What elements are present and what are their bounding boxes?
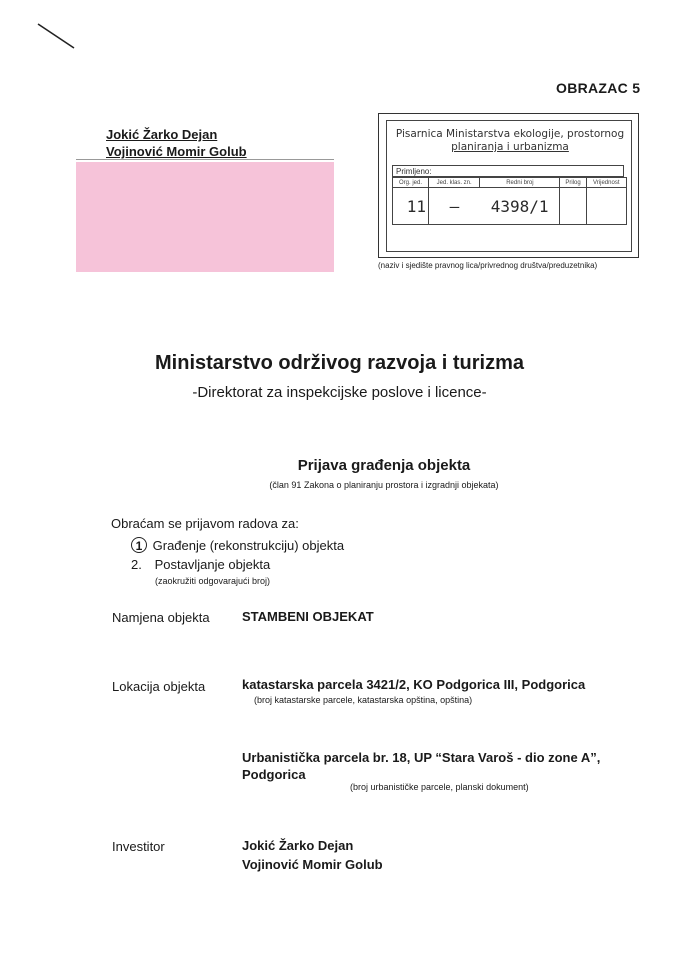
options-hint: (zaokružiti odgovarajući broj): [155, 576, 271, 586]
urban-parcel-line: Urbanistička parcela br. 18, UP “Stara Varoš - dio zone A”,: [242, 750, 601, 765]
option-installation: [131, 557, 270, 572]
location-label: Lokacija objekta: [112, 679, 206, 694]
stamp-received-label: Primljeno:: [392, 165, 624, 177]
intro-text: Obraćam se prijavom radova za:: [111, 516, 299, 531]
urban-parcel-value: [242, 749, 642, 783]
location-value: katastarska parcela 3421/2, KO Podgorica III, Podgorica: [242, 677, 586, 692]
pen-stroke-mark: [36, 20, 96, 60]
applicant-name: Vojinović Momir Golub: [106, 144, 247, 159]
option-number: 2.: [131, 557, 142, 572]
stamp-attachment-cell: [560, 188, 586, 225]
option-construction: [131, 537, 344, 553]
directorate-title: -Direktorat za inspekcijske poslove i licence-: [192, 384, 487, 401]
ministry-title: Ministarstvo održivog razvoja i turizma: [155, 352, 524, 374]
stamp-table: [392, 177, 627, 225]
purpose-label: Namjena objekta: [112, 610, 210, 625]
stamp-title: [392, 128, 628, 154]
option-text: Postavljanje objekta: [154, 557, 271, 572]
form-subtitle: (član 91 Zakona o planiranju prostora i izgradnji objekata): [269, 480, 499, 490]
redaction-block: [76, 162, 334, 272]
stamp-title-line: planiranja i urbanizma: [451, 141, 569, 153]
stamp-title-line: Pisarnica Ministarstva ekologije, prostornog: [395, 128, 625, 140]
investor-name: Jokić Žarko Dejan: [242, 838, 354, 853]
stamp-column-header: Redni broj: [480, 178, 560, 188]
urban-parcel-line: Podgorica: [242, 767, 306, 782]
form-code: OBRAZAC 5: [556, 80, 641, 96]
stamp-column-header: Jed. klas. zn.: [428, 178, 479, 188]
stamp-serial-number: 4398/1: [480, 188, 560, 225]
form-title: Prijava građenja objekta: [297, 457, 471, 474]
option-text: Građenje (rekonstrukciju) objekta: [152, 538, 345, 553]
stamp-org-unit: 11: [393, 188, 429, 225]
stamp-dash: –: [428, 188, 479, 225]
investor-name: Vojinović Momir Golub: [242, 857, 383, 872]
urban-parcel-hint: (broj urbanističke parcele, planski dokument): [350, 782, 529, 792]
stamp-column-header: Vrijednost: [586, 178, 626, 188]
investor-label: Investitor: [112, 839, 165, 854]
divider: [76, 159, 334, 160]
location-hint: (broj katastarske parcele, katastarska opština, opština): [254, 695, 473, 705]
option-number-circled: 1: [131, 537, 147, 553]
applicant-name: Jokić Žarko Dejan: [106, 127, 218, 142]
stamp-column-header: Prilog: [560, 178, 586, 188]
applicant-block: [106, 126, 247, 160]
investor-names: [242, 836, 383, 874]
stamp-column-header: Org. jed.: [393, 178, 429, 188]
stamp-caption: (naziv i sjedište pravnog lica/privrednog društva/preduzetnika): [378, 261, 598, 270]
purpose-value: STAMBENI OBJEKAT: [242, 609, 374, 624]
stamp-value-cell: [586, 188, 626, 225]
